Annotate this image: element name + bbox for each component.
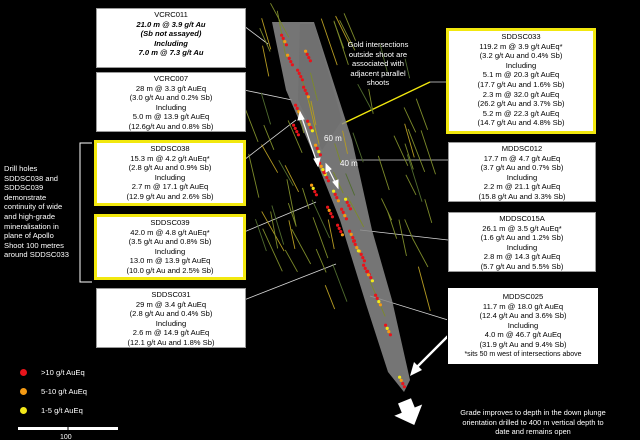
intercept-mark [304,50,307,53]
drill-trace [399,220,407,256]
note-drill-holes-line: SDDSC039 [4,183,44,193]
box-sddsc038-line: Including [154,172,186,182]
box-mddsc012 [448,142,596,202]
box-sddsc031-line: Including [155,318,187,328]
intercept-mark [348,230,351,233]
intercept-mark [334,193,337,196]
box-sddsc031 [96,288,246,348]
drill-trace [378,156,389,190]
intercept-mark [376,297,379,300]
note-drill-holes-line: demonstrate [4,192,47,202]
box-mddsc012-line: Including [506,172,538,182]
scale-bar-label: 100 [60,434,72,440]
intercept-mark [311,129,314,132]
intercept-mark [315,193,318,196]
intercept-mark [360,253,363,256]
drill-trace [285,250,297,272]
box-mddsc025-line: (31.9 g/t Au and 9.4% Sb) [479,339,567,349]
box-sddsc039-line: (3.5 g/t Au and 0.8% Sb) [128,237,212,247]
intercept-mark [282,37,285,40]
intercept-mark [374,294,377,297]
note-grade-line: orientation drilled to 400 m vertical depth to [462,417,604,427]
drill-trace [328,219,334,249]
legend-label: >10 g/t AuEq [41,368,85,377]
intercept-mark [341,233,344,236]
box-sddsc038-title: SDDSC038 [150,144,190,153]
intercept-mark [339,230,342,233]
intercept-mark [369,276,372,279]
box-sddsc033-line: (3.2 g/t Au and 0.4% Sb) [479,51,563,61]
box-mddsc015a-line: 2.8 m @ 14.3 g/t AuEq [483,252,561,262]
drill-trace [261,93,270,125]
intercept-mark [400,379,403,382]
intercept-mark [280,34,283,37]
note-drill-holes-line: around SDDSC033 [4,250,70,260]
intercept-mark [312,187,315,190]
intercept-mark [291,63,294,66]
box-sddsc038-line: 15.3 m @ 4.2 g/t AuEq* [130,153,210,163]
note-gold-line: Gold intersections [347,40,409,49]
note-gold-line: outside shoot are [348,49,408,59]
box-mddsc015a-line: Including [506,242,538,252]
box-vcrc007-line: (12.6g/t Au and 0.8% Sb) [128,121,214,131]
intercept-mark [347,204,350,207]
intercept-mark [297,133,300,136]
drill-trace [263,46,269,77]
intercept-mark [350,233,353,236]
intercept-mark [325,176,328,179]
intercept-mark [401,382,404,385]
drill-trace [285,165,299,192]
note-gold-line: associated with [352,59,404,69]
box-sddsc038-line: (2.8 g/t Au and 0.9% Sb) [128,163,212,173]
box-sddsc038 [94,140,246,206]
legend-item [20,406,83,415]
intercept-mark [367,273,370,276]
drill-trace [405,144,413,170]
intercept-mark [355,246,358,249]
box-sddsc038-line: (12.9 g/t Au and 2.6% Sb) [126,191,214,201]
drill-trace [264,125,274,150]
box-sddsc033-line: 119.2 m @ 3.9 g/t AuEq* [479,41,563,51]
intercept-mark [301,78,304,81]
box-mddsc025-line: 4.0 m @ 46.7 g/t AuEq [484,330,562,340]
box-sddsc031-line: (12.1 g/t Au and 1.8% Sb) [127,337,215,347]
drill-trace [394,136,408,166]
intercept-mark [294,127,297,130]
intercept-mark [296,107,299,110]
intercept-mark [364,267,367,270]
legend-item [20,387,87,396]
intercept-mark [319,153,322,156]
legend-label: 5-10 g/t AuEq [41,387,88,396]
intercept-mark [357,249,360,252]
left-bracket [80,143,92,282]
drill-trace [416,99,427,130]
intercept-mark [352,240,355,243]
note-gold-line: adjacent parallel [350,68,406,78]
intercept-mark [310,184,313,187]
intercept-mark [361,256,364,259]
intercept-mark [289,60,292,63]
intercept-mark [345,217,348,220]
intercept-mark [296,69,299,72]
note-drill-holes-line: Shoot 100 metres [4,240,64,250]
intercept-mark [335,196,338,199]
mddsc025-callout-line [416,336,448,368]
box-mddsc012-line: (3.7 g/t Au and 0.7% Sb) [480,163,564,173]
intercept-mark [340,208,343,211]
intercept-mark [398,376,401,379]
intercept-mark [386,327,389,330]
drill-trace [388,212,397,239]
box-sddsc038-line: 2.7 m @ 17.1 g/t AuEq [131,182,209,192]
intercept-mark [295,130,298,133]
box-mddsc025-line: Including [507,320,539,330]
intercept-mark [286,54,289,57]
drill-trace [287,179,296,225]
box-vcrc011 [96,8,246,68]
box-mddsc025-title: MDDSC025 [502,292,544,301]
box-vcrc011-line: (Sb not assayed) [140,29,202,39]
box-vcrc011-line: 7.0 m @ 7.3 g/t Au [138,48,204,58]
drill-trace [313,217,328,258]
drill-trace [316,249,326,272]
drill-trace [405,219,413,239]
drill-trace [262,145,278,173]
note-drill-holes-line: and high-grade [4,211,56,221]
intercept-mark [307,95,310,98]
note-grade-line: date and remains open [495,427,571,437]
drill-trace [312,200,330,238]
intercept-mark [304,89,307,92]
intercept-mark [371,279,374,282]
intercept-mark [379,303,382,306]
intercept-mark [317,150,320,153]
drill-trace [418,267,430,311]
box-vcrc007 [96,72,246,132]
intercept-mark [309,126,312,129]
drill-trace [289,220,295,249]
box-sddsc033 [446,28,596,134]
intercept-mark [307,56,310,59]
box-sddsc033-line: (17.7 g/t Au and 1.6% Sb) [477,79,565,89]
intercept-mark [320,165,323,168]
box-mddsc012-title: MDDSC012 [501,144,543,153]
intercept-mark [313,190,316,193]
box-sddsc033-line: (26.2 g/t Au and 3.7% Sb) [477,99,565,109]
intercept-mark [299,75,302,78]
measure-label-60m: 60 m [324,134,342,143]
intercept-mark [389,333,392,336]
intercept-mark [349,207,352,210]
box-vcrc007-line: 28 m @ 3.3 g/t AuEq [135,83,207,93]
intercept-mark [351,236,354,239]
intercept-mark [338,227,341,230]
box-sddsc039-title: SDDSC039 [150,218,190,227]
intercept-mark [309,59,312,62]
intercept-mark [283,40,286,43]
intercept-mark [288,57,291,60]
box-sddsc031-line: (2.8 g/t Au and 0.4% Sb) [129,309,213,319]
drill-trace [302,188,309,209]
box-sddsc033-line: 5.1 m @ 20.3 g/t AuEq [482,70,560,80]
intercept-mark [343,214,346,217]
box-vcrc007-line: 5.0 m @ 13.9 g/t AuEq [132,112,210,122]
box-sddsc031-title: SDDSC031 [151,290,191,299]
intercept-mark [306,53,309,56]
drill-trace [425,199,432,223]
drill-trace [279,160,294,186]
box-mddsc025-line: (12.4 g/t Au and 3.6% Sb) [479,311,567,321]
drill-trace [413,239,428,268]
measure-label-40m: 40 m [340,159,358,168]
intercept-mark [308,123,311,126]
box-vcrc007-line: (3.0 g/t Au and 0.2% Sb) [129,93,213,103]
box-mddsc015a-line: 26.1 m @ 3.5 g/t AuEq* [482,223,562,233]
legend-label: 1-5 g/t AuEq [41,406,83,415]
intercept-mark [384,324,387,327]
box-sddsc033-line: 2.3 m @ 32.0 g/t AuEq [482,89,560,99]
note-drill-holes [4,164,78,260]
note-grade-improves [428,408,638,437]
intercept-mark [363,259,366,262]
box-sddsc031-line: 2.6 m @ 14.9 g/t AuEq [132,328,210,338]
box-vcrc007-title: VCRC007 [153,74,189,83]
box-mddsc015a-line: (5.7 g/t Au and 5.5% Sb) [480,261,564,271]
intercept-mark [346,201,349,204]
box-sddsc033-line: (14.7 g/t Au and 4.8% Sb) [477,118,565,128]
note-gold-line: shoots [366,78,390,88]
box-sddsc039-line: (10.0 g/t Au and 2.5% Sb) [126,265,214,275]
box-vcrc007-line: Including [155,102,187,112]
box-mddsc012-line: 2.2 m @ 21.1 g/t AuEq [483,182,561,192]
box-vcrc011-title: VCRC011 [154,10,188,19]
intercept-mark [329,212,332,215]
intercept-mark [336,224,339,227]
intercept-mark [331,215,334,218]
box-mddsc025-line: 11.7 m @ 18.0 g/t AuEq [482,301,564,311]
legend-item [20,368,85,377]
intercept-mark [344,198,347,201]
box-sddsc033-title: SDDSC033 [501,32,541,41]
intercept-mark [306,120,309,123]
intercept-mark [332,190,335,193]
intercept-mark [403,385,406,388]
intercept-mark [337,199,340,202]
box-mddsc012-line: (15.8 g/t Au and 3.3% Sb) [478,191,566,201]
intercept-mark [292,124,295,127]
intercept-mark [326,206,329,209]
box-mddsc012-line: 17.7 m @ 4.7 g/t AuEq [483,153,561,163]
box-mddsc015a-title: MDDSC015A [499,214,545,223]
intercept-mark [321,168,324,171]
note-drill-holes-line: mineralisation in [4,221,59,231]
box-sddsc031-line: 29 m @ 3.4 g/t AuEq [135,299,207,309]
intercept-mark [298,72,301,75]
legend-swatch-low [20,407,27,414]
drill-trace [262,18,271,49]
note-gold-intersections [328,40,428,88]
intercept-mark [314,144,317,147]
intercept-mark [285,43,288,46]
intercept-mark [387,330,390,333]
box-sddsc039-line: 42.0 m @ 4.8 g/t AuEq* [130,227,210,237]
drill-trace [333,264,347,302]
intercept-mark [365,270,368,273]
box-mddsc015a [448,212,596,272]
intercept-mark [327,179,330,182]
drill-trace [407,154,422,201]
box-sddsc033-line: Including [505,60,537,70]
box-sddsc039-line: Including [154,246,186,256]
note-drill-holes-line: plane of Apollo [4,231,54,241]
box-vcrc011-line: Including [154,38,188,48]
drill-trace [260,28,270,51]
intercept-mark [377,300,380,303]
intercept-mark [342,211,345,214]
note-drill-holes-line: Drill holes [4,164,38,173]
box-sddsc039 [94,214,246,280]
legend-swatch-mid [20,388,27,395]
drill-trace [262,211,284,251]
intercept-mark [305,92,308,95]
intercept-mark [362,264,365,267]
note-drill-holes-line: continuity of wide [4,202,63,212]
drill-trace [244,107,258,142]
down-plunge-arrow [391,395,429,430]
note-drill-holes-line: SDDSC038 and [4,173,59,183]
drill-trace [325,285,334,309]
intercept-mark [302,86,305,89]
intercept-mark [294,104,297,107]
drill-trace [255,219,266,251]
box-sddsc039-line: 13.0 m @ 13.9 g/t AuEq [129,256,211,266]
drill-trace [249,154,259,198]
legend-swatch-high [20,369,27,376]
drill-trace [272,205,284,244]
box-sddsc033-line: 5.2 m @ 22.3 g/t AuEq [482,108,560,118]
intercept-mark [354,243,357,246]
intercept-mark [316,147,319,150]
drill-trace [381,198,391,220]
box-mddsc025-line: *sits 50 m west of intersections above [464,350,582,358]
box-mddsc015a-line: (1.6 g/t Au and 1.2% Sb) [480,233,564,243]
intercept-mark [328,209,331,212]
box-vcrc011-line: 21.0 m @ 3.9 g/t Au [136,19,206,29]
note-grade-line: Grade improves to depth in the down plunge [460,408,606,417]
box-mddsc025 [448,288,598,364]
